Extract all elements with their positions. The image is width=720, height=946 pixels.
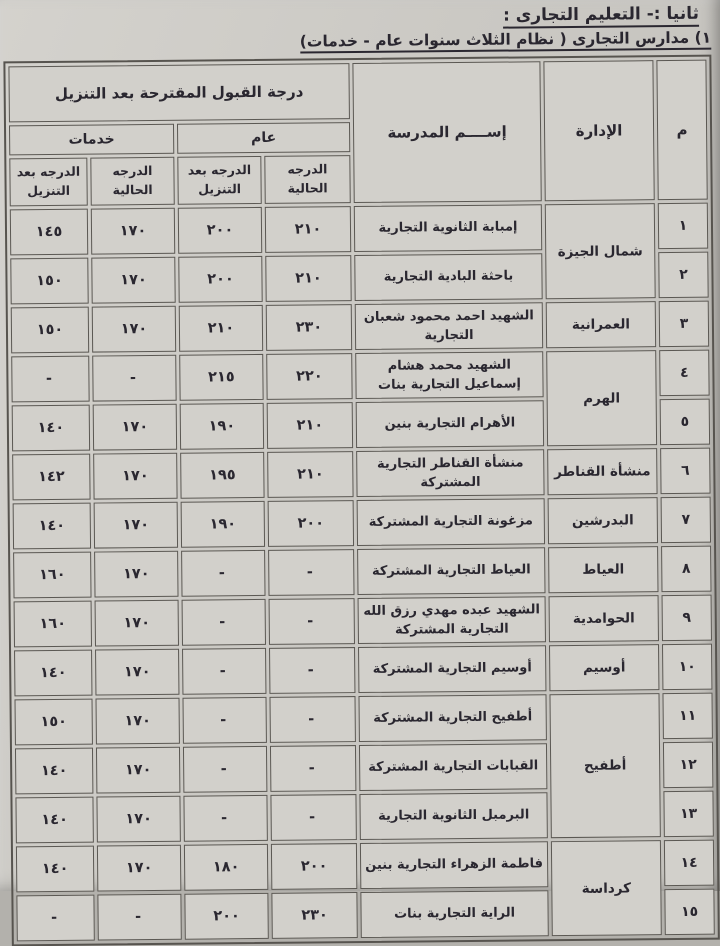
administration-cell: الهرم (546, 350, 657, 446)
general-after-grade: - (182, 599, 266, 646)
services-current-grade: ١٧٠ (91, 208, 175, 255)
row-number: ٤ (659, 350, 709, 396)
header-administration: الإدارة (543, 60, 654, 201)
services-after-grade: ١٤٥ (10, 209, 88, 256)
general-current-grade: ٢١٠ (267, 451, 353, 498)
general-after-grade: ٢٠٠ (178, 207, 262, 254)
administration-cell: العمرانية (546, 301, 656, 348)
general-after-grade: ٢٠٠ (184, 893, 268, 940)
general-after-grade: - (181, 550, 265, 597)
services-current-grade: ١٧٠ (94, 502, 178, 549)
document-sheet (3, 1, 720, 946)
general-current-grade: - (269, 647, 355, 694)
services-after-grade: ١٤٠ (14, 650, 92, 697)
header-index: م (656, 60, 707, 200)
header-services-after: الدرجه بعد التنزيل (9, 158, 87, 207)
table-row (12, 448, 710, 501)
table-row (13, 497, 711, 550)
services-after-grade: ١٥٠ (11, 307, 89, 354)
services-current-grade: ١٧٠ (96, 698, 180, 745)
row-number: ١١ (662, 693, 712, 739)
row-number: ١٢ (663, 742, 713, 788)
row-number: ٣ (659, 301, 709, 347)
general-after-grade: ٢١٠ (179, 305, 263, 352)
row-number: ١٣ (663, 791, 713, 837)
school-name-cell: أطفيح التجارية المشتركة (358, 694, 546, 742)
header-general-current: الدرجه الحالية (264, 155, 350, 204)
table-row (15, 693, 713, 746)
administration-cell: العياط (548, 546, 658, 593)
row-number: ١٥ (664, 889, 714, 935)
school-name-cell: البرمبل الثانوية التجارية (359, 792, 547, 840)
services-after-grade: - (16, 895, 94, 942)
services-after-grade: ١٦٠ (13, 552, 91, 599)
general-current-grade: ٢١٠ (267, 402, 353, 449)
general-current-grade: - (269, 696, 355, 743)
services-current-grade: ١٧٠ (95, 600, 179, 647)
general-current-grade: ٢٢٠ (266, 353, 352, 400)
services-after-grade: ١٦٠ (14, 601, 92, 648)
general-after-grade: ١٩٠ (181, 501, 265, 548)
row-number: ٥ (660, 399, 710, 445)
services-current-grade: ١٧٠ (94, 551, 178, 598)
services-after-grade: ١٤٠ (13, 503, 91, 550)
general-current-grade: ٢٠٠ (271, 843, 357, 890)
school-name-cell: الشهيد احمد محمود شعبان التجارية (355, 302, 543, 350)
school-name-cell: الأهرام التجارية بنين (356, 400, 544, 448)
school-name-cell: منشأة القناطر التجارية المشتركة (356, 449, 544, 497)
section-title: ثانيا :- التعليم التجارى : (503, 4, 699, 29)
services-after-grade: ١٥٠ (15, 699, 93, 746)
administration-cell: أوسيم (549, 644, 659, 691)
school-name-cell: الشهيد عبده مهدي رزق الله التجارية المشتركة (358, 596, 546, 644)
services-current-grade: ١٧٠ (95, 649, 179, 696)
services-current-grade: ١٧٠ (96, 796, 180, 843)
school-name-cell: باحثة البادية التجارية (354, 253, 542, 301)
row-number: ٢ (658, 252, 708, 298)
document-titles (3, 1, 711, 57)
services-after-grade: ١٤٠ (15, 797, 93, 844)
administration-cell: شمال الجيزة (545, 203, 656, 299)
header-school-name: إســــم المدرسة (352, 61, 541, 203)
subsection-title: ١) مدارس التجارى ( نظام الثلاث سنوات عام - خدمات) (300, 29, 712, 54)
general-current-grade: ٢٣٠ (271, 892, 357, 939)
school-name-cell: العياط التجارية المشتركة (357, 547, 545, 595)
services-after-grade: - (11, 356, 89, 403)
header-general-after: الدرجه بعد التنزيل (177, 156, 261, 205)
school-name-cell: أوسيم التجارية المشتركة (358, 645, 546, 693)
general-after-grade: ٢١٥ (179, 354, 263, 401)
general-after-grade: - (183, 746, 267, 793)
general-current-grade: - (269, 598, 355, 645)
general-after-grade: ١٩٠ (180, 403, 264, 450)
row-number: ١ (658, 203, 708, 249)
services-current-grade: ١٧٠ (96, 747, 180, 794)
table-row (14, 595, 712, 648)
row-number: ٧ (661, 497, 711, 543)
header-general: عام (177, 122, 350, 154)
services-after-grade: ١٥٠ (10, 258, 88, 305)
administration-cell: منشأة القناطر (547, 448, 657, 495)
general-current-grade: - (268, 549, 354, 596)
general-after-grade: ١٨٠ (184, 844, 268, 891)
school-name-cell: فاطمة الزهراء التجارية بنين (360, 841, 548, 889)
school-name-cell: مزغونة التجارية المشتركة (357, 498, 545, 546)
general-current-grade: ٢١٠ (265, 255, 351, 302)
services-current-grade: - (97, 894, 181, 941)
services-after-grade: ١٤٠ (16, 846, 94, 893)
school-name-cell: القبابات التجارية المشتركة (359, 743, 547, 791)
administration-cell: الحوامدية (549, 595, 659, 642)
row-number: ٨ (661, 546, 711, 592)
header-services: خدمات (9, 124, 174, 156)
administration-cell: البدرشين (548, 497, 658, 544)
services-current-grade: - (92, 355, 176, 402)
general-after-grade: ١٩٥ (180, 452, 264, 499)
services-after-grade: ١٤٠ (12, 405, 90, 452)
administration-cell: أطفيح (549, 693, 660, 838)
table-row (10, 203, 708, 256)
table-row (16, 840, 714, 893)
schools-grades-table (3, 55, 719, 946)
header-services-current: الدرجه الحالية (90, 157, 174, 206)
school-name-cell: الراية التجارية بنات (360, 890, 548, 938)
general-after-grade: - (182, 697, 266, 744)
table-row (11, 301, 709, 354)
header-grades-group: درجة القبول المقترحة بعد التنزيل (8, 63, 350, 122)
row-number: ٩ (662, 595, 712, 641)
general-after-grade: - (183, 795, 267, 842)
row-number: ١٠ (662, 644, 712, 690)
table-row (14, 644, 712, 697)
services-current-grade: ١٧٠ (93, 453, 177, 500)
services-current-grade: ١٧٠ (97, 845, 181, 892)
row-number: ١٤ (664, 840, 714, 886)
general-current-grade: - (270, 745, 356, 792)
administration-cell: كرداسة (551, 840, 662, 936)
table-row (13, 546, 711, 599)
services-after-grade: ١٤٢ (12, 454, 90, 501)
school-name-cell: الشهيد محمد هشام إسماعيل التجارية بنات (355, 351, 543, 399)
services-current-grade: ١٧٠ (92, 306, 176, 353)
general-current-grade: ٢٣٠ (266, 304, 352, 351)
header-row-1 (8, 60, 707, 123)
services-after-grade: ١٤٠ (15, 748, 93, 795)
general-after-grade: ٢٠٠ (178, 256, 262, 303)
general-current-grade: ٢١٠ (265, 206, 351, 253)
services-current-grade: ١٧٠ (93, 404, 177, 451)
general-current-grade: ٢٠٠ (268, 500, 354, 547)
general-current-grade: - (270, 794, 356, 841)
general-after-grade: - (182, 648, 266, 695)
table-row (11, 350, 709, 403)
school-name-cell: إمبابة الثانوية التجارية (354, 204, 542, 252)
row-number: ٦ (660, 448, 710, 494)
services-current-grade: ١٧٠ (91, 257, 175, 304)
